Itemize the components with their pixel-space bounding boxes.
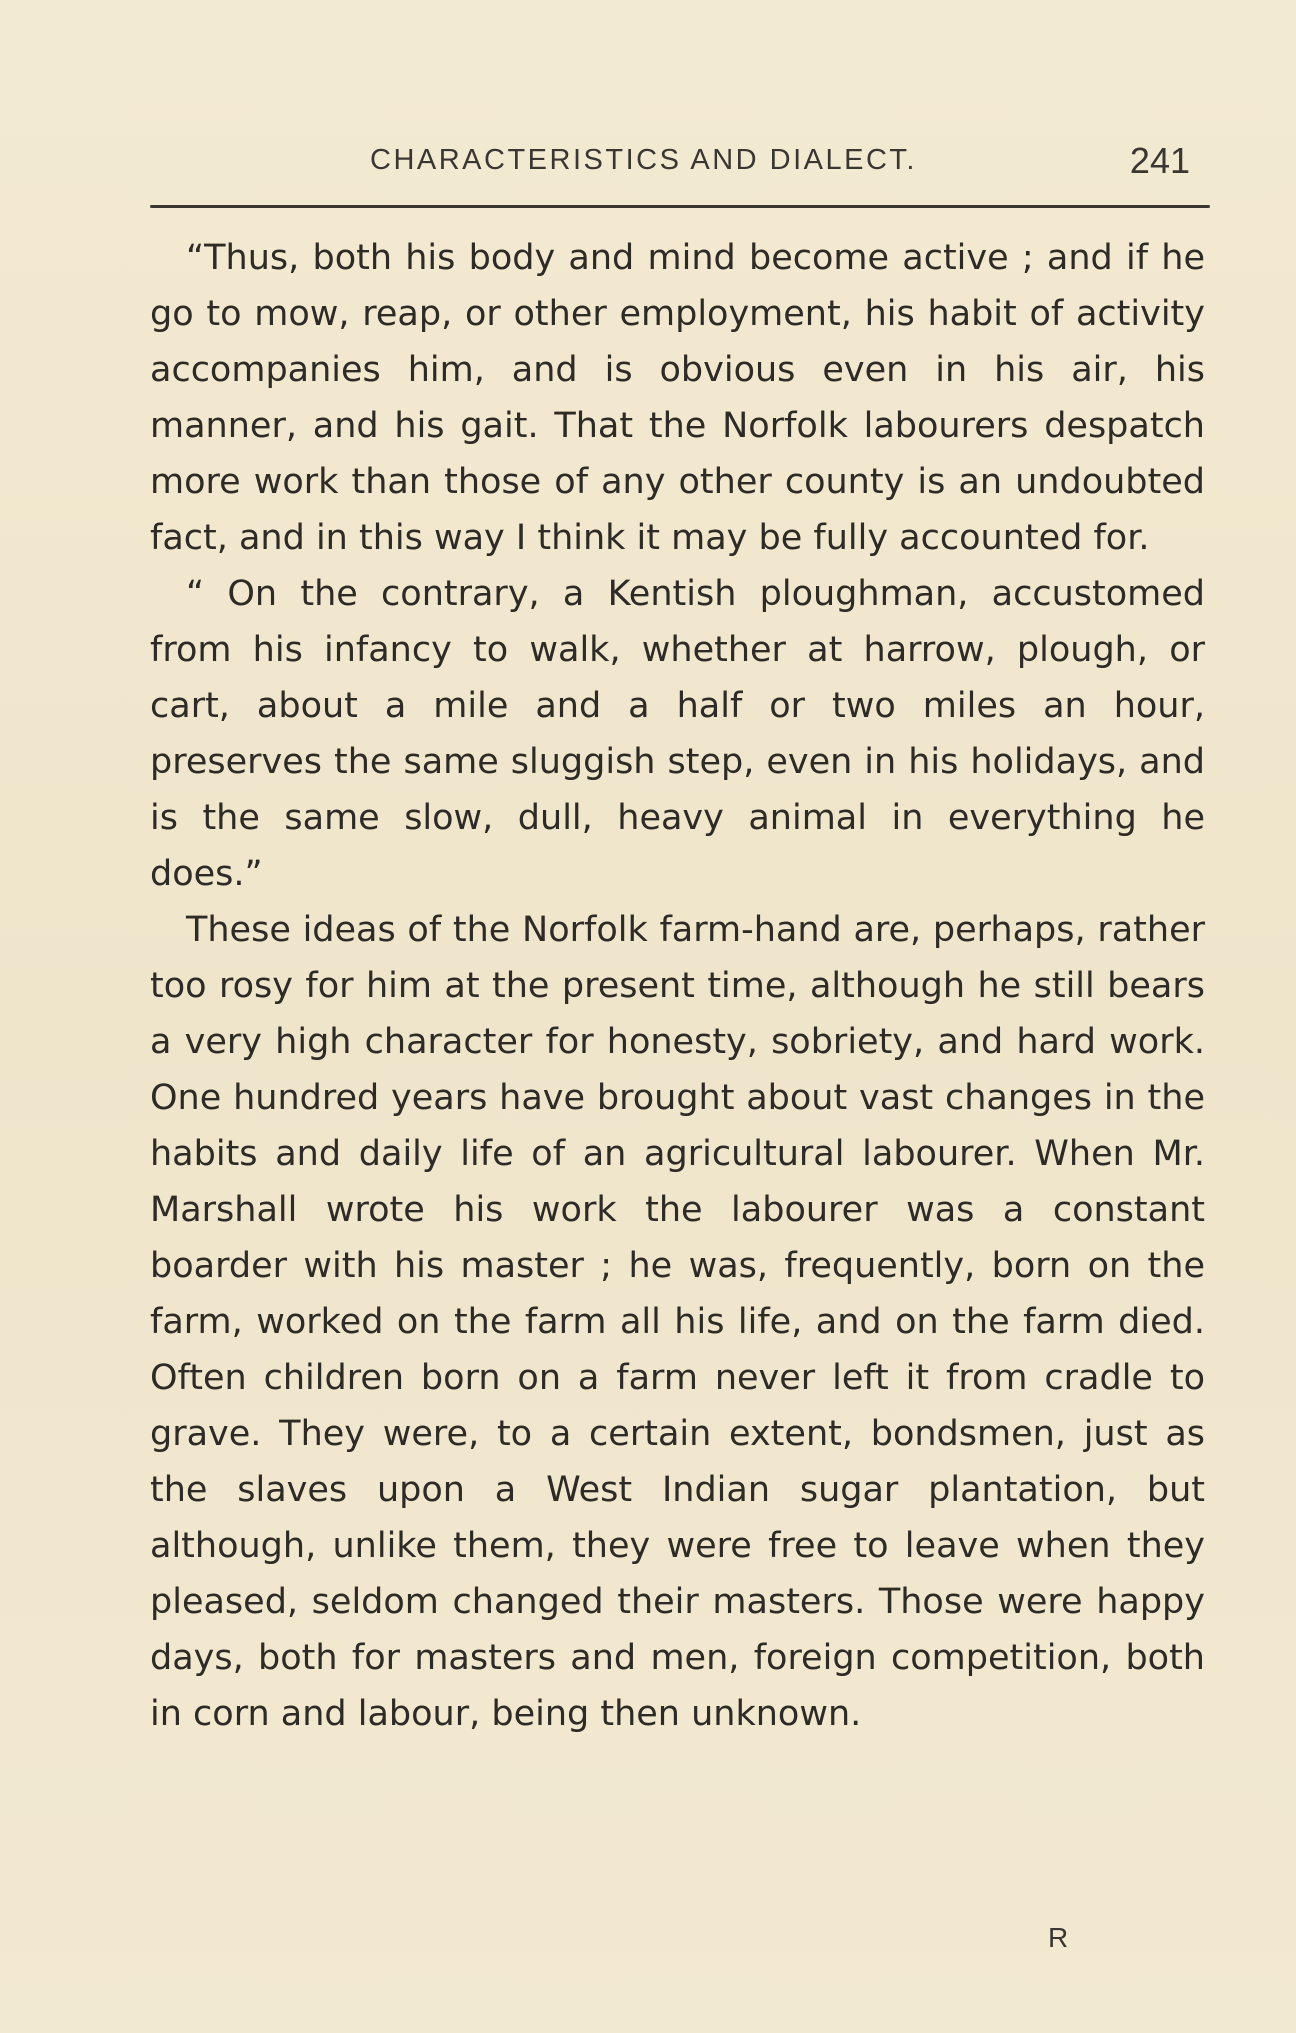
header-rule	[150, 205, 1210, 208]
paragraph-1: “Thus, both his body and mind become active ; and if he go to mow, reap, or other employment, his habit of activity accompanies him, and is obvious even in his air, his manner, and his gait. That the Norfolk labourers despatch more work than those of any other county is an undoubted fact, and in this way I think it may be fully accounted for.	[150, 238, 1205, 558]
running-head	[150, 140, 1200, 190]
page-number: 241	[1129, 140, 1190, 181]
body-text	[150, 230, 1205, 1742]
paragraph-2: “ On the contrary, a Kentish ploughman, accustomed from his infancy to walk, whether at harrow, plough, or cart, about a mile and a half or two miles an hour, preserves the same sluggish step, even in his holidays, and is the same slow, dull, heavy animal in everything he does.”	[150, 574, 1205, 894]
running-title: CHARACTERISTICS AND DIALECT.	[370, 144, 917, 176]
paragraph-3: These ideas of the Norfolk farm-hand are, perhaps, rather too rosy for him at the present time, although he still bears a very high character for honesty, sobriety, and hard work. One hundred years have brought about vast changes in the habits and daily life of an agricultural labourer. When Mr. Marshall wrote his work the labourer was a constant boarder with his master ; he was, frequently, born on the farm, worked on the farm all his life, and on the farm died. Often children born on a farm never left it from cradle to grave. They were, to a certain extent, bondsmen, just as the slaves upon a West Indian sugar plantation, but although, unlike them, they were free to leave when they pleased, seldom changed their masters. Those were happy days, both for masters and men, foreign competition, both in corn and labour, being then unknown.	[150, 910, 1205, 1734]
signature-mark: R	[1048, 1922, 1069, 1953]
